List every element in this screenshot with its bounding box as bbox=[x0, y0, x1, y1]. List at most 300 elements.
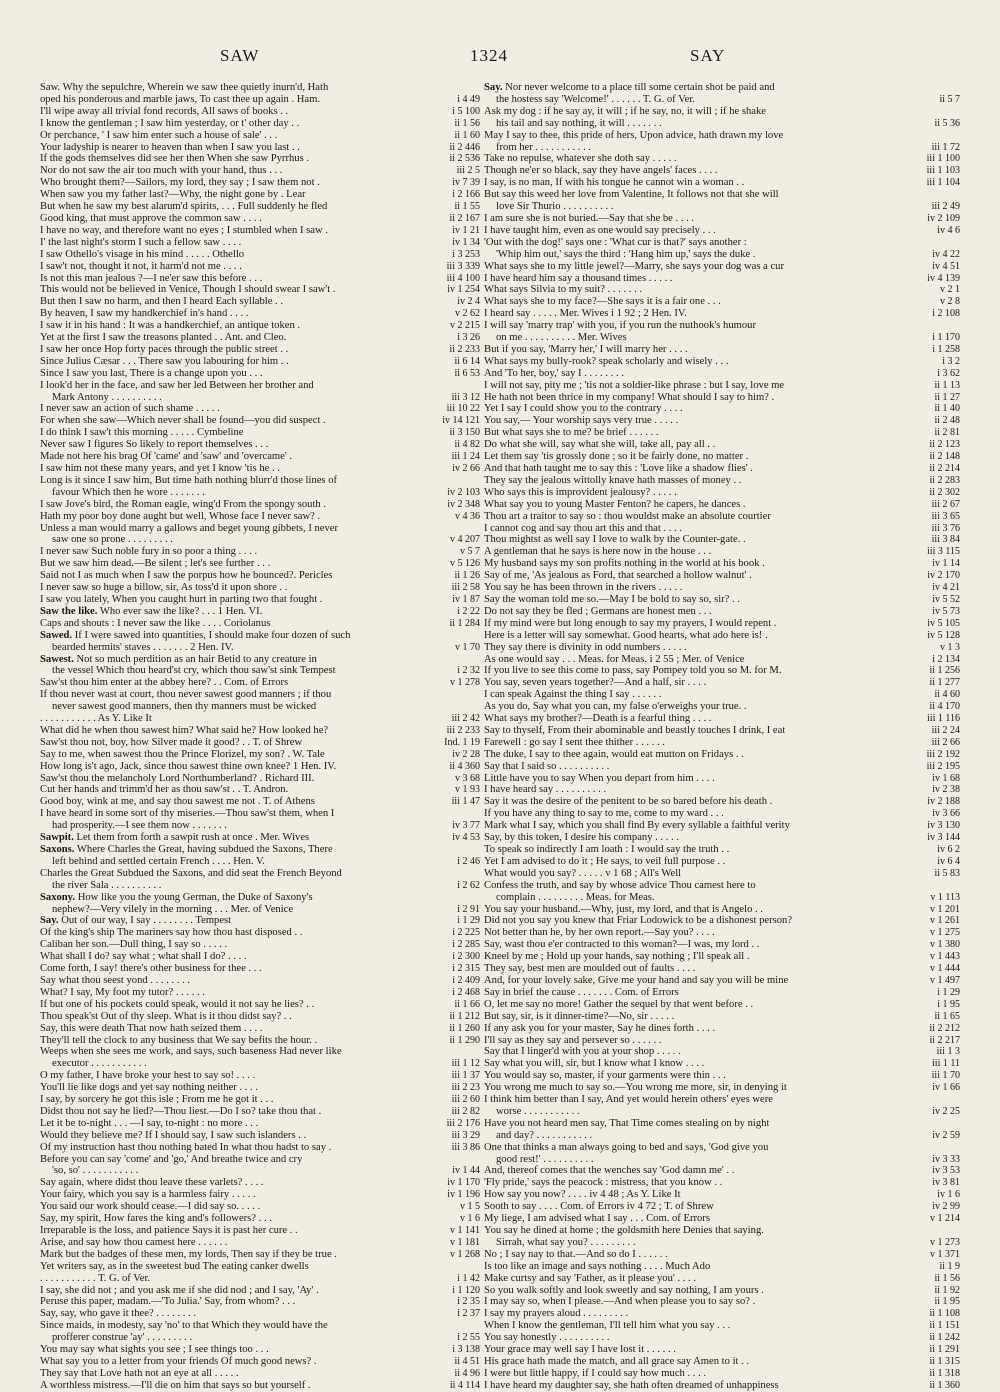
entry-line bbox=[40, 499, 480, 511]
entry-text: What would you say? . . . . . v 1 68 ; All's Well bbox=[484, 867, 682, 879]
entry-line bbox=[40, 939, 480, 951]
entry-line bbox=[484, 796, 960, 808]
entry-line bbox=[484, 118, 960, 130]
entry-text: complain . . . . . . . . . Meas. for Meas. bbox=[496, 891, 655, 903]
entry-reference: i 2 22 bbox=[457, 605, 480, 617]
entry-text: saw one so prone . . . . . . . . . bbox=[52, 534, 173, 546]
entry-reference: ii 2 536 bbox=[449, 153, 480, 165]
entry-text: You say,— Your worship says very true . . . . . bbox=[484, 415, 679, 427]
entry-reference: ii 1 65 bbox=[934, 1010, 960, 1022]
entry-line bbox=[484, 904, 960, 916]
entry-text: They say there is divinity in odd numbers . . . . . bbox=[484, 641, 687, 653]
entry-reference: ii 2 148 bbox=[929, 451, 960, 463]
entry-text: Though ne'er so black, say they have angels' faces . . . . bbox=[484, 165, 718, 177]
entry-reference: iii 2 5 bbox=[456, 165, 480, 177]
entry-text: They say, best men are moulded out of faults . . . . bbox=[484, 963, 696, 975]
entry-reference: iii 2 176 bbox=[446, 1117, 480, 1129]
entry-line bbox=[484, 403, 960, 415]
entry-reference: iv 4 22 bbox=[932, 248, 960, 260]
entry-reference: iii 1 104 bbox=[926, 177, 960, 189]
entry-line bbox=[40, 403, 480, 415]
entry-text: nephew?—Very vilely in the morning . . . Mer. of Venice bbox=[52, 903, 294, 915]
entry-line bbox=[484, 713, 960, 725]
entry-line bbox=[40, 1177, 480, 1189]
entry-text: I think him better than I say, And yet would herein others' eyes were bbox=[484, 1094, 773, 1106]
entry-reference: i 1 170 bbox=[932, 332, 960, 344]
entry-text: Say, my spirit, How fares the king and's followers? . . . bbox=[40, 1213, 272, 1225]
entry-line bbox=[484, 1249, 960, 1261]
entry-line bbox=[484, 499, 960, 511]
entry-text: I have taught him, even as one would say precisely . . . bbox=[484, 224, 716, 236]
entry-line bbox=[40, 1261, 480, 1273]
entry-line bbox=[40, 820, 480, 832]
entry-line bbox=[484, 1082, 960, 1094]
entry-text: I have heard say . . . . . . . . . . bbox=[484, 784, 607, 796]
entry-text: I will not say, pity me ; 'tis not a soldier-like phrase : but I say, love me bbox=[484, 379, 785, 391]
entry-text: I know the gentleman ; I saw him yesterday, or t' other day . . bbox=[40, 117, 300, 129]
entry-reference: ii 1 315 bbox=[929, 1355, 960, 1367]
entry-line bbox=[40, 487, 480, 499]
entry-text: Saw'st thou him enter at the abbey here? . . Com. of Errors bbox=[40, 677, 289, 689]
entry-line bbox=[484, 487, 960, 499]
entry-text: You say, seven years together?—And a half, sir . . . . bbox=[484, 677, 707, 689]
entry-text: What? I say, My foot my tutor? . . . . . . bbox=[40, 986, 205, 998]
entry-text: Mark Antony . . . . . . . . . . bbox=[52, 391, 162, 403]
entry-reference: i 2 300 bbox=[452, 951, 480, 963]
entry-line bbox=[484, 1368, 960, 1380]
entry-line bbox=[484, 439, 960, 451]
entry-text: Come forth, I say! there's other business for thee . . . bbox=[40, 963, 262, 975]
entry-text: Kneel by me ; Hold up your hands, say nothing ; I'll speak all . bbox=[484, 951, 750, 963]
entry-line bbox=[484, 261, 960, 273]
entry-text: Saw the like. Who ever saw the like? . . . 1 Hen. VI. bbox=[40, 605, 263, 617]
entry-text: I will say 'marry trap' with you, if you run the nuthook's humour bbox=[484, 320, 757, 332]
entry-line bbox=[40, 630, 480, 642]
entry-line bbox=[40, 1130, 480, 1142]
entry-reference: v 2 62 bbox=[455, 308, 480, 320]
entry-reference: v 1 3 bbox=[940, 641, 960, 653]
entry-text: By heaven, I saw my handkerchief in's hand . . . . bbox=[40, 308, 249, 320]
entry-text: If my mind were but long enough to say my prayers, I would repent . bbox=[484, 617, 777, 629]
running-head-right: SAY bbox=[690, 46, 726, 65]
entry-text: Sirrah, what say you? . . . . . . . . . bbox=[496, 1236, 636, 1248]
entry-line bbox=[40, 130, 480, 142]
entry-text: Thou mightst as well say I love to walk by the Counter-gate. . bbox=[484, 534, 746, 546]
entry-text: Didst thou not say he lied?—Thou liest.—Do I so? take thou that . bbox=[40, 1105, 322, 1117]
entry-reference: ii 1 40 bbox=[934, 403, 960, 415]
entry-line bbox=[484, 344, 960, 356]
entry-line bbox=[484, 1165, 960, 1177]
entry-line bbox=[40, 165, 480, 177]
entry-text: Mark but the badges of these men, my lords, Then say if they be true . bbox=[40, 1248, 337, 1260]
entry-line bbox=[40, 1368, 480, 1380]
entry-line bbox=[40, 677, 480, 689]
entry-text: Say that I said so . . . . . . . . . . bbox=[484, 760, 610, 772]
entry-line bbox=[40, 987, 480, 999]
entry-reference: iii 1 72 bbox=[931, 141, 960, 153]
entry-line bbox=[40, 142, 480, 154]
entry-line bbox=[40, 749, 480, 761]
entry-text: But then I saw no harm, and then I heard Each syllable . . bbox=[40, 296, 283, 308]
entry-reference: v 2 215 bbox=[450, 320, 480, 332]
entry-text: This would not be believed in Venice, Though I should swear I saw't . bbox=[40, 284, 336, 296]
entry-reference: v 3 68 bbox=[455, 772, 480, 784]
entry-reference: v 1 5 bbox=[460, 1201, 480, 1213]
entry-text: Of my instruction hast thou nothing bated In what thou hadst to say . bbox=[40, 1141, 332, 1153]
entry-line bbox=[40, 1070, 480, 1082]
entry-line bbox=[484, 1058, 960, 1070]
entry-text: Peruse this paper, madam.—'To Julia.' Say, from whom? . . . bbox=[40, 1296, 296, 1308]
entry-line bbox=[40, 999, 480, 1011]
entry-line bbox=[484, 892, 960, 904]
entry-line bbox=[40, 1106, 480, 1118]
entry-reference: iii 1 103 bbox=[926, 165, 960, 177]
entry-reference: iv 3 130 bbox=[927, 820, 960, 832]
entry-reference: i 2 108 bbox=[932, 308, 960, 320]
entry-reference: iii 1 11 bbox=[932, 1058, 960, 1070]
entry-text: What says she to my little jewel?—Marry, she says your dog was a cur bbox=[484, 260, 784, 272]
entry-line bbox=[484, 1332, 960, 1344]
entry-line bbox=[484, 665, 960, 677]
entry-text: Say to thyself, From their abominable and beastly touches I drink, I eat bbox=[484, 724, 786, 736]
entry-reference: iii 1 24 bbox=[451, 451, 480, 463]
entry-line bbox=[40, 1035, 480, 1047]
entry-text: Unless a man would marry a gallows and beget young gibbets, I never bbox=[40, 522, 339, 534]
entry-reference: iv 4 21 bbox=[932, 582, 960, 594]
entry-text: Saxony. How like you the young German, the Duke of Saxony's bbox=[40, 891, 313, 903]
entry-reference: iii 2 60 bbox=[451, 1094, 480, 1106]
entry-reference: iv 2 103 bbox=[447, 486, 480, 498]
entry-reference: ii 1 66 bbox=[454, 998, 480, 1010]
entry-reference: ii 5 7 bbox=[939, 93, 960, 105]
entry-line bbox=[484, 1344, 960, 1356]
entry-line bbox=[484, 737, 960, 749]
entry-reference: iv 1 14 bbox=[932, 558, 960, 570]
entry-line bbox=[484, 451, 960, 463]
entry-text: May I say to thee, this pride of hers, Upon advice, hath drawn my love bbox=[484, 129, 784, 141]
entry-text: I saw it in his hand : It was a handkerchief, an antique token . bbox=[40, 320, 301, 332]
right-column bbox=[484, 82, 960, 1392]
entry-line bbox=[40, 546, 480, 558]
entry-text: Say, this were death That now hath seized them . . . . bbox=[40, 1022, 263, 1034]
entry-reference: v 1 93 bbox=[455, 784, 480, 796]
entry-text: But we saw him dead.—Be silent ; let's see further . . . bbox=[40, 558, 271, 570]
entry-text: And, for your lovely sake, Give me your hand and say you will be mine bbox=[484, 974, 789, 986]
entry-reference: i 3 26 bbox=[457, 332, 480, 344]
entry-line bbox=[484, 594, 960, 606]
entry-line bbox=[40, 915, 480, 927]
entry-text: For when she saw—Which never shall be found—you did suspect . bbox=[40, 415, 326, 427]
entry-line bbox=[484, 1296, 960, 1308]
entry-text: Take no repulse, whatever she doth say . . . . . bbox=[484, 153, 677, 165]
running-head-left: SAW bbox=[220, 46, 260, 65]
entry-reference: iii 2 49 bbox=[931, 201, 960, 213]
entry-line bbox=[40, 892, 480, 904]
entry-line bbox=[484, 94, 960, 106]
entry-line bbox=[484, 1154, 960, 1166]
entry-reference: v 1 268 bbox=[450, 1248, 480, 1260]
entry-reference: ii 2 233 bbox=[449, 343, 480, 355]
entry-reference: iv 2 348 bbox=[447, 498, 480, 510]
entry-text: Who says this is improvident jealousy? . . . . . bbox=[484, 486, 677, 498]
entry-text: I say, she did not ; and you ask me if she did nod ; and I say, 'Ay' . bbox=[40, 1284, 319, 1296]
entry-text: Say, by this token, I desire his company . . . . . bbox=[484, 832, 679, 844]
entry-reference: i 2 91 bbox=[457, 903, 480, 915]
entry-text: Nor do not saw the air too much with your hand, thus . . . bbox=[40, 165, 283, 177]
entry-reference: iv 3 33 bbox=[932, 1153, 960, 1165]
entry-reference: iv 4 51 bbox=[932, 260, 960, 272]
entry-text: Long is it since I saw him, But time hath nothing blurr'd those lines of bbox=[40, 474, 338, 486]
entry-line bbox=[484, 1130, 960, 1142]
entry-text: You say he has been thrown in the rivers . . . . . bbox=[484, 582, 683, 594]
entry-line bbox=[40, 689, 480, 701]
entry-line bbox=[484, 832, 960, 844]
entry-text: Good boy, wink at me, and say thou sawest me not . T. of Athens bbox=[40, 796, 315, 808]
entry-text: . . . . . . . . . . . T. G. of Ver. bbox=[40, 1272, 151, 1284]
entry-text: But say this weed her love from Valentine, It follows not that she will bbox=[484, 189, 779, 201]
entry-line bbox=[40, 415, 480, 427]
entry-line bbox=[40, 618, 480, 630]
entry-text: Irreparable is the loss, and patience Says it is past her cure . . bbox=[40, 1225, 298, 1236]
entry-line bbox=[484, 1201, 960, 1213]
entry-line bbox=[40, 868, 480, 880]
entry-reference: ii 1 27 bbox=[934, 391, 960, 403]
entry-reference: ii 6 14 bbox=[454, 355, 480, 367]
entry-text: My liege, I am advised what I say . . . Com. of Errors bbox=[484, 1213, 710, 1225]
entry-reference: ii 1 212 bbox=[449, 1010, 480, 1022]
entry-reference: v 2 1 bbox=[940, 284, 960, 296]
entry-text: You'll lie like dogs and yet say nothing neither . . . . bbox=[40, 1082, 258, 1094]
entry-text: Would they believe me? If I should say, I saw such islanders . . bbox=[40, 1129, 307, 1141]
entry-text: executor . . . . . . . . . . . bbox=[52, 1058, 147, 1070]
entry-line bbox=[40, 713, 480, 725]
entry-line bbox=[40, 1046, 480, 1058]
entry-reference: iv 3 81 bbox=[932, 1177, 960, 1189]
entry-line bbox=[40, 201, 480, 213]
entry-line bbox=[484, 225, 960, 237]
entry-line bbox=[40, 427, 480, 439]
entry-line bbox=[484, 1308, 960, 1320]
entry-line bbox=[484, 987, 960, 999]
entry-reference: ii 5 36 bbox=[934, 117, 960, 129]
entry-text: Say of me, 'As jealous as Ford, that searched a hollow walnut' . bbox=[484, 570, 752, 582]
entry-text: Sawed. If I were sawed into quantities, I should make four dozen of such bbox=[40, 629, 351, 641]
entry-reference: iii 3 76 bbox=[931, 522, 960, 534]
entry-text: Say to me, when sawest thou the Prince Florizel, my son? . W. Tale bbox=[40, 748, 325, 760]
entry-text: Say what you will, sir, but I know what I know . . . . bbox=[484, 1058, 705, 1070]
entry-reference: ii 1 56 bbox=[454, 117, 480, 129]
entry-reference: i 2 225 bbox=[452, 927, 480, 939]
entry-text: My husband says my son profits nothing in the world at his book . bbox=[484, 558, 765, 570]
entry-reference: iv 1 34 bbox=[452, 236, 480, 248]
entry-reference: iv 5 105 bbox=[927, 617, 960, 629]
entry-text: Say, say, who gave it thee? . . . . . . . . bbox=[40, 1308, 197, 1320]
entry-text: 'Whip him out,' says the third : 'Hang him up,' says the duke . bbox=[496, 248, 756, 260]
entry-line bbox=[40, 1118, 480, 1130]
entry-reference: iv 1 66 bbox=[932, 1082, 960, 1094]
entry-line bbox=[484, 320, 960, 332]
entry-text: I'll wipe away all trivial fond records, All saws of books . . bbox=[40, 105, 289, 117]
entry-text: I look'd her in the face, and saw her led Between her brother and bbox=[40, 379, 314, 391]
entry-text: Is too like an image and says nothing . . . . Much Ado bbox=[484, 1260, 711, 1272]
entry-line bbox=[40, 1285, 480, 1297]
entry-reference: ii 1 92 bbox=[934, 1284, 960, 1296]
entry-line bbox=[484, 761, 960, 773]
entry-line bbox=[40, 737, 480, 749]
page-number: 1324 bbox=[470, 46, 508, 65]
entry-reference: ii 4 60 bbox=[934, 689, 960, 701]
entry-line bbox=[40, 927, 480, 939]
entry-text: And that hath taught me to say this : 'Love like a shadow flies' . bbox=[484, 463, 753, 474]
entry-text: You wrong me much to say so.—You wrong me more, sir, in denying it bbox=[484, 1082, 787, 1094]
entry-line bbox=[484, 927, 960, 939]
entry-line bbox=[484, 82, 960, 94]
entry-text: If thou never wast at court, thou never sawest good manners ; if thou bbox=[40, 689, 332, 701]
entry-line bbox=[40, 904, 480, 916]
entry-text: They say that Love hath not an eye at all . . . . . bbox=[40, 1367, 239, 1379]
entry-line bbox=[40, 1165, 480, 1177]
entry-text: Arise, and say how thou camest here . . . . . . bbox=[40, 1236, 228, 1248]
entry-reference: ii 4 51 bbox=[454, 1355, 480, 1367]
entry-reference: iv 1 254 bbox=[447, 284, 480, 296]
entry-reference: ii 2 212 bbox=[929, 1022, 960, 1034]
entry-text: His grace hath made the match, and all grace say Amen to it . . bbox=[484, 1355, 750, 1367]
entry-text: I have heard my daughter say, she hath often dreamed of unhappiness bbox=[484, 1379, 779, 1391]
entry-reference: iv 4 53 bbox=[452, 832, 480, 844]
entry-line bbox=[40, 784, 480, 796]
entry-line bbox=[40, 463, 480, 475]
entry-line bbox=[484, 820, 960, 832]
entry-reference: iv 5 128 bbox=[927, 629, 960, 641]
entry-line bbox=[40, 594, 480, 606]
entry-line bbox=[484, 963, 960, 975]
entry-reference: iv 14 121 bbox=[442, 415, 480, 427]
entry-reference: ii 2 214 bbox=[929, 463, 960, 474]
entry-line bbox=[40, 1356, 480, 1368]
entry-text: bearded hermits' staves . . . . . . . 2 Hen. IV. bbox=[52, 641, 234, 653]
entry-reference: iii 1 47 bbox=[451, 796, 480, 808]
entry-reference: v 1 70 bbox=[455, 641, 480, 653]
entry-line bbox=[40, 1273, 480, 1285]
entry-reference: ii 2 283 bbox=[929, 474, 960, 486]
entry-line bbox=[484, 1094, 960, 1106]
entry-reference: v 1 214 bbox=[930, 1213, 960, 1225]
entry-line bbox=[40, 832, 480, 844]
entry-line bbox=[484, 368, 960, 380]
entry-reference: iv 1 68 bbox=[932, 772, 960, 784]
entry-text: I heard say . . . . . Mer. Wives i 1 92 ; 2 Hen. IV. bbox=[484, 308, 687, 320]
entry-text: Do not say they be fled ; Germans are honest men . . . bbox=[484, 605, 712, 617]
entry-text: never sawest good manners, then thy manners must be wicked bbox=[52, 701, 317, 713]
entry-line bbox=[484, 332, 960, 344]
entry-text: What say you to young Master Fenton? he capers, he dances . bbox=[484, 498, 746, 510]
entry-reference: ii 1 151 bbox=[929, 1320, 960, 1332]
entry-reference: v 1 181 bbox=[450, 1236, 480, 1248]
entry-reference: iii 3 86 bbox=[451, 1141, 480, 1153]
entry-line bbox=[40, 1201, 480, 1213]
entry-line bbox=[40, 1380, 480, 1392]
entry-line bbox=[484, 249, 960, 261]
entry-reference: Ind. 1 19 bbox=[444, 736, 480, 748]
entry-line bbox=[40, 475, 480, 487]
entry-text: I cannot cog and say thou art this and that . . . . bbox=[484, 522, 682, 534]
entry-line bbox=[40, 856, 480, 868]
entry-line bbox=[40, 1094, 480, 1106]
entry-line bbox=[40, 1344, 480, 1356]
entry-text: the hostess say 'Welcome!' . . . . . . T. G. of Ver. bbox=[496, 93, 695, 105]
entry-reference: iv 2 99 bbox=[932, 1201, 960, 1213]
entry-text: Since Julius Cæsar . . . There saw you labouring for him . . bbox=[40, 355, 289, 367]
entry-reference: ii 1 256 bbox=[929, 665, 960, 677]
entry-line bbox=[484, 701, 960, 713]
entry-text: You may say what sights you see ; I see things too . . . bbox=[40, 1344, 269, 1356]
entry-line bbox=[484, 380, 960, 392]
entry-text: I never saw Such noble fury in so poor a thing . . . . bbox=[40, 546, 258, 558]
entry-line bbox=[40, 296, 480, 308]
entry-text: and day? . . . . . . . . . . . bbox=[496, 1129, 593, 1141]
entry-text: Hath my poor boy done aught but well, Whose face I never saw? . bbox=[40, 510, 321, 522]
entry-text: I'll say as they say and persever so . . . . . . bbox=[484, 1034, 662, 1046]
entry-line bbox=[40, 773, 480, 785]
entry-line bbox=[484, 677, 960, 689]
entry-reference: iii 2 67 bbox=[931, 498, 960, 510]
entry-text: I say my prayers aloud . . . . . . . . . bbox=[484, 1308, 629, 1320]
entry-line bbox=[484, 415, 960, 427]
entry-line bbox=[484, 1106, 960, 1118]
entry-reference: ii 4 170 bbox=[929, 701, 960, 713]
entry-text: Weeps when she sees me work, and says, such baseness Had never like bbox=[40, 1046, 342, 1058]
entry-line bbox=[484, 1261, 960, 1273]
entry-line bbox=[40, 451, 480, 463]
entry-reference: v 1 443 bbox=[930, 951, 960, 963]
entry-reference: ii 1 26 bbox=[454, 570, 480, 582]
entry-line bbox=[40, 1154, 480, 1166]
entry-text: Or perchance, ' I saw him enter such a house of sale' . . . bbox=[40, 129, 278, 141]
entry-line bbox=[40, 975, 480, 987]
entry-reference: i 3 62 bbox=[937, 367, 960, 379]
entry-reference: iv 1 87 bbox=[452, 593, 480, 605]
entry-reference: iii 3 84 bbox=[931, 534, 960, 546]
entry-reference: iv 5 73 bbox=[932, 605, 960, 617]
entry-reference: iv 1 170 bbox=[447, 1177, 480, 1189]
entry-text: Saxons. Where Charles the Great, having subdued the Saxons, There bbox=[40, 844, 333, 855]
entry-text: Said not I as much when I saw the porpus how he bounced?. Pericles bbox=[40, 570, 333, 582]
entry-reference: iv 2 25 bbox=[932, 1105, 960, 1117]
entry-reference: ii 1 60 bbox=[454, 129, 480, 141]
entry-line bbox=[40, 177, 480, 189]
entry-reference: v 1 275 bbox=[930, 927, 960, 939]
entry-text: oped his ponderous and marble jaws, To cast thee up again . Ham. bbox=[40, 93, 321, 105]
entry-line bbox=[484, 999, 960, 1011]
entry-text: A worthless mistress.—I'll die on him that says so but yourself . bbox=[40, 1379, 311, 1391]
entry-text: I am sure she is not buried.—Say that she be . . . . bbox=[484, 212, 695, 224]
entry-line bbox=[40, 261, 480, 273]
entry-line bbox=[484, 654, 960, 666]
entry-text: Say what thou seest yond . . . . . . . . bbox=[40, 974, 191, 986]
entry-line bbox=[40, 1332, 480, 1344]
entry-line bbox=[40, 796, 480, 808]
entry-text: I were but little happy, if I could say how much . . . . bbox=[484, 1367, 707, 1379]
entry-text: As one would say . . . Meas. for Meas. i 2 55 ; Mer. of Venice bbox=[484, 653, 745, 665]
entry-line bbox=[40, 118, 480, 130]
entry-line bbox=[484, 201, 960, 213]
entry-text: And 'To her, boy,' say I . . . . . . . . bbox=[484, 367, 624, 379]
entry-reference: ii 2 217 bbox=[929, 1034, 960, 1046]
entry-line bbox=[484, 784, 960, 796]
entry-text: I saw her once Hop forty paces through the public street . . bbox=[40, 343, 289, 355]
entry-line bbox=[40, 1023, 480, 1035]
entry-reference: ii 1 108 bbox=[929, 1308, 960, 1320]
